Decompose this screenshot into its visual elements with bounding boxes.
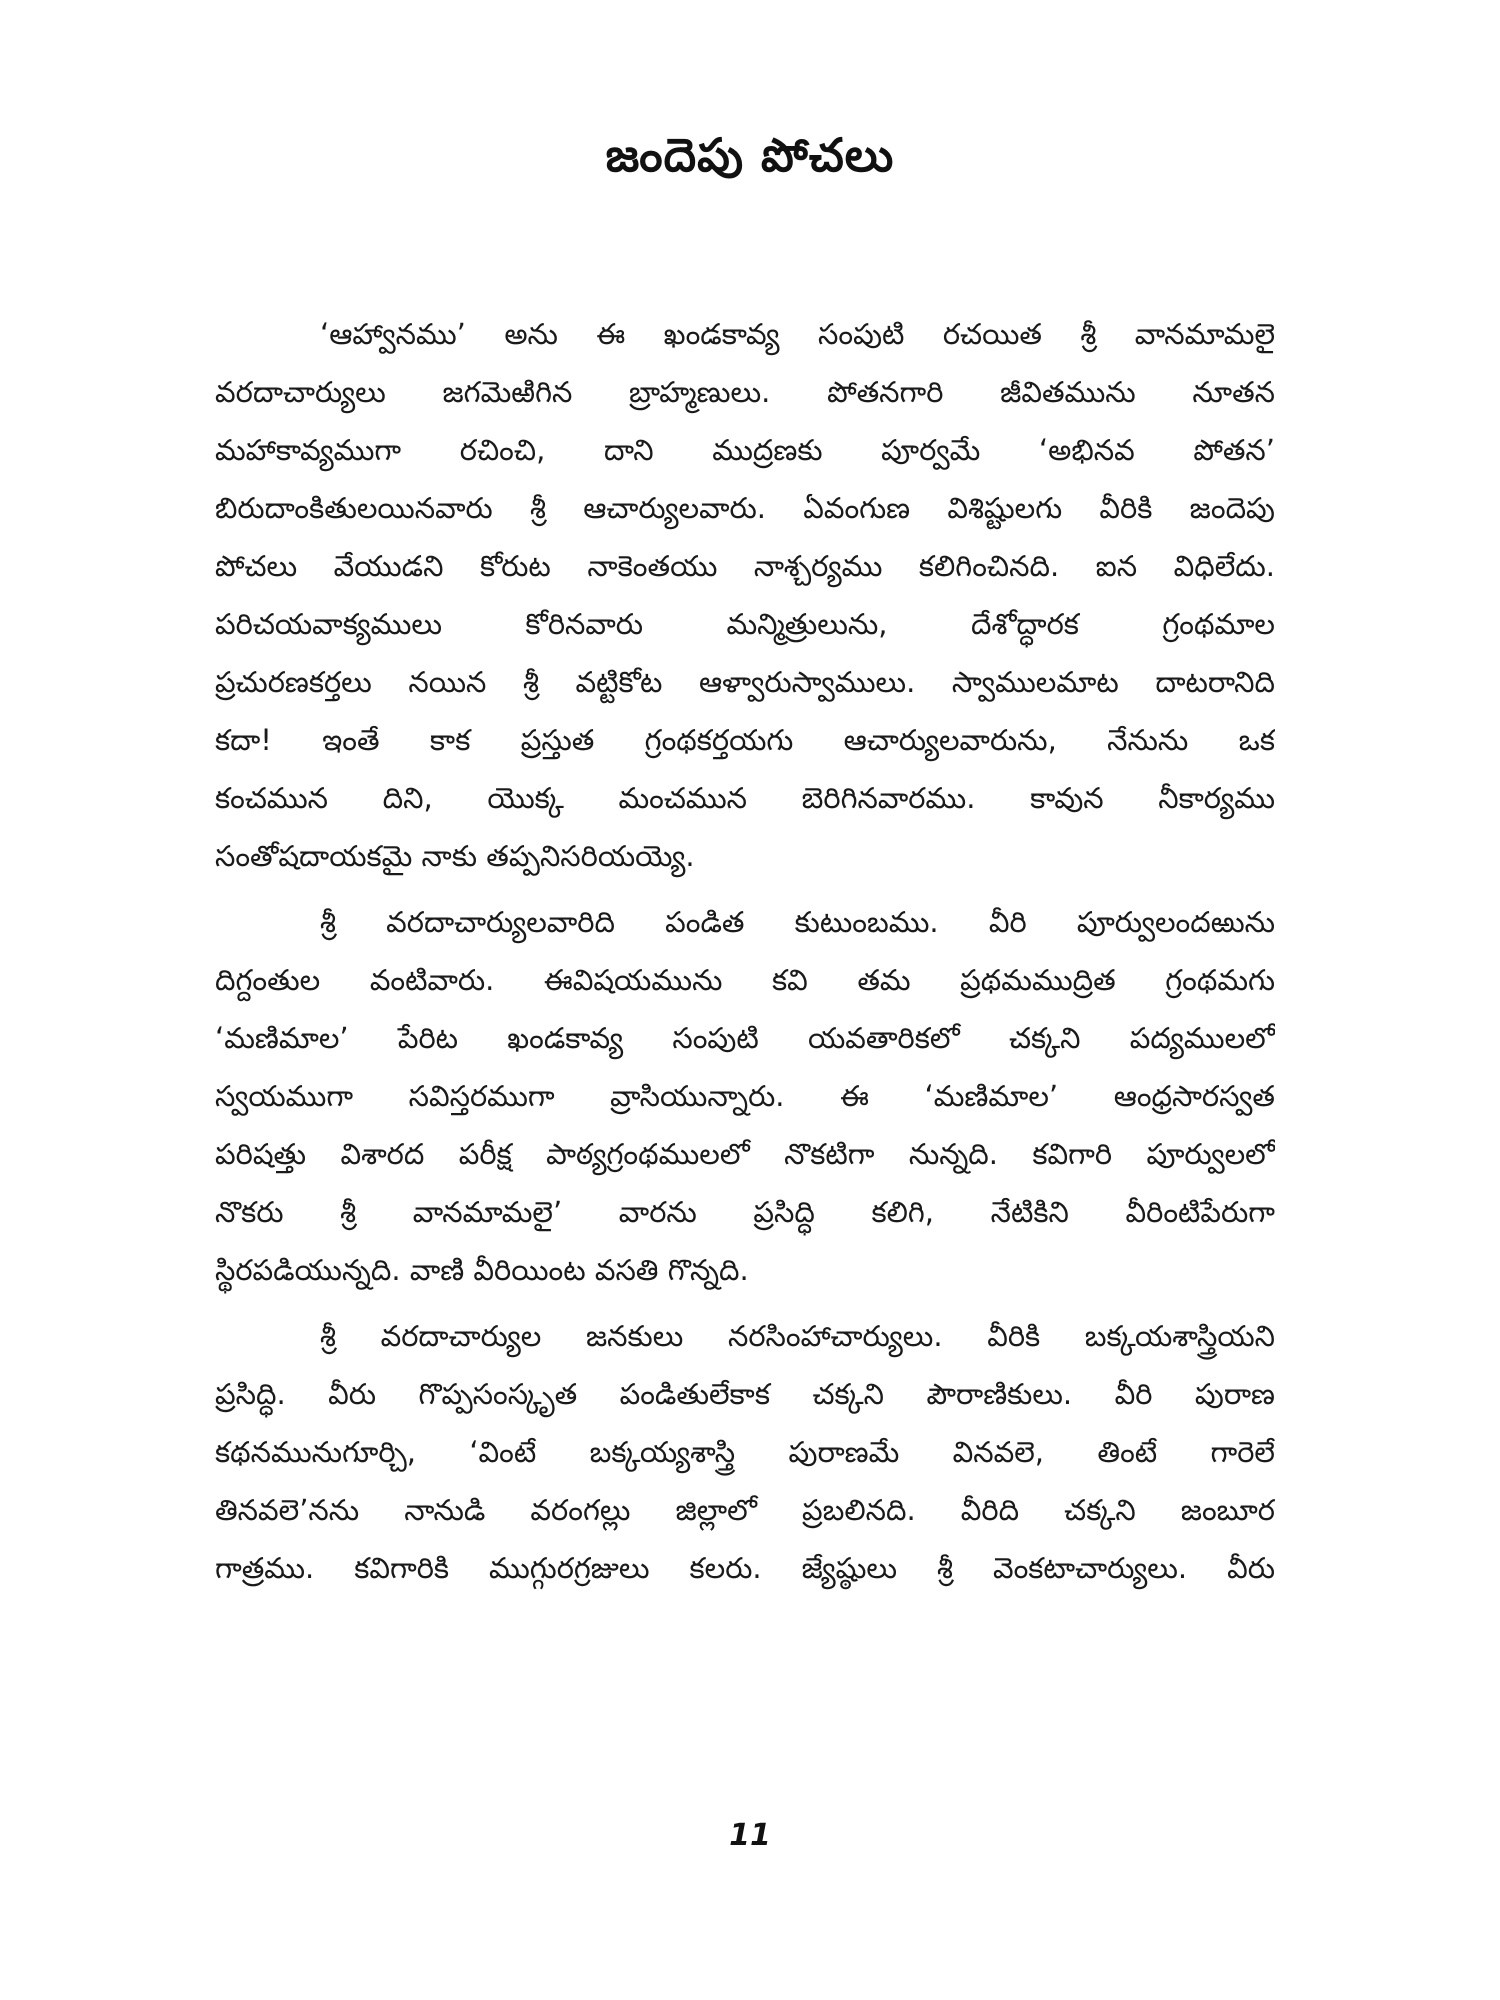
- text-line: తినవలె’నను నానుడి వరంగల్లు జిల్లాలో ప్రబలినది. వీరిది చక్కని జంబూర: [215, 1493, 1275, 1527]
- text-line: పరిషత్తు విశారద పరీక్ష పాఠ్యగ్రంథములలో నొకటిగా నున్నది. కవిగారి పూర్వులలో: [215, 1137, 1275, 1171]
- text-line: వరదాచార్యులు జగమెఱిగిన బ్రాహ్మణులు. పోతనగారి జీవితమును నూతన: [215, 375, 1275, 409]
- text-line: కథనమునుగూర్చి, ‘వింటే బక్కయ్యశాస్త్రి పురాణమే వినవలె, తింటే గారెలే: [215, 1435, 1275, 1469]
- page-number: 11: [729, 1818, 771, 1853]
- text-line: ప్రసిద్ధి. వీరు గొప్పసంస్కృత పండితులేకాక చక్కని పౌరాణికులు. వీరి పురాణ: [215, 1377, 1275, 1411]
- text-line: బిరుదాంకితులయినవారు శ్రీ ఆచార్యులవారు. ఏవంగుణ విశిష్టులగు వీరికి జందెపు: [215, 491, 1275, 525]
- text-line: శ్రీ వరదాచార్యులవారిది పండిత కుటుంబము. వీరి పూర్వులందఱును: [320, 905, 1275, 939]
- paragraph-1: [215, 305, 1275, 885]
- text-line: కంచమున దిని, యొక్క మంచమున బెరిగినవారము. కావున నీకార్యము: [215, 781, 1275, 815]
- text-line: సంతోషదాయకమై నాకు తప్పనిసరియయ్యె.: [215, 839, 695, 873]
- chapter-title: జందెపు పోచలు: [605, 128, 895, 182]
- text-line: పోచలు వేయుడని కోరుట నాకెంతయు నాశ్చర్యము కలిగించినది. ఐన విధిలేదు.: [215, 549, 1275, 583]
- text-line: మహాకావ్యముగా రచించి, దాని ముద్రణకు పూర్వమే ‘అభినవ పోతన’: [215, 433, 1275, 467]
- paragraph-2: [215, 893, 1275, 1299]
- text-line: స్వయముగా సవిస్తరముగా వ్రాసియున్నారు. ఈ ‘మణిమాల’ ఆంధ్రసారస్వత: [215, 1079, 1275, 1113]
- text-line: గాత్రము. కవిగారికి ముగ్గురగ్రజులు కలరు. జ్యేష్ఠులు శ్రీ వెంకటాచార్యులు. వీరు: [215, 1551, 1275, 1585]
- paragraph-3: [215, 1307, 1275, 1597]
- text-line: ప్రచురణకర్తలు నయిన శ్రీ వట్టికోట ఆళ్వారుస్వాములు. స్వాములమాట దాటరానిది: [215, 665, 1275, 699]
- text-line: శ్రీ వరదాచార్యుల జనకులు నరసింహాచార్యులు. వీరికి బక్కయశాస్త్రియని: [320, 1319, 1275, 1353]
- text-line: కదా! ఇంతే కాక ప్రస్తుత గ్రంథకర్తయగు ఆచార్యులవారును, నేనును ఒక: [215, 723, 1275, 757]
- body-text: [215, 305, 1275, 1605]
- text-line: నొకరు శ్రీ వానమామలై’ వారను ప్రసిద్ధి కలిగి, నేటికిని వీరింటిపేరుగా: [215, 1195, 1275, 1229]
- text-line: దిగ్దంతుల వంటివారు. ఈవిషయమును కవి తమ ప్రథమముద్రిత గ్రంథమగు: [215, 963, 1275, 997]
- text-line: పరిచయవాక్యములు కోరినవారు మన్మిత్రులును, దేశోద్ధారక గ్రంథమాల: [215, 607, 1275, 641]
- text-line: ‘మణిమాల’ పేరిట ఖండకావ్య సంపుటి యవతారికలో చక్కని పద్యములలో: [215, 1021, 1275, 1055]
- text-line: స్థిరపడియున్నది. వాణి వీరియింట వసతి గొన్నది.: [215, 1253, 749, 1287]
- text-line: ‘ఆహ్వానము’ అను ఈ ఖండకావ్య సంపుటి రచయిత శ్రీ వానమామలై: [320, 317, 1275, 351]
